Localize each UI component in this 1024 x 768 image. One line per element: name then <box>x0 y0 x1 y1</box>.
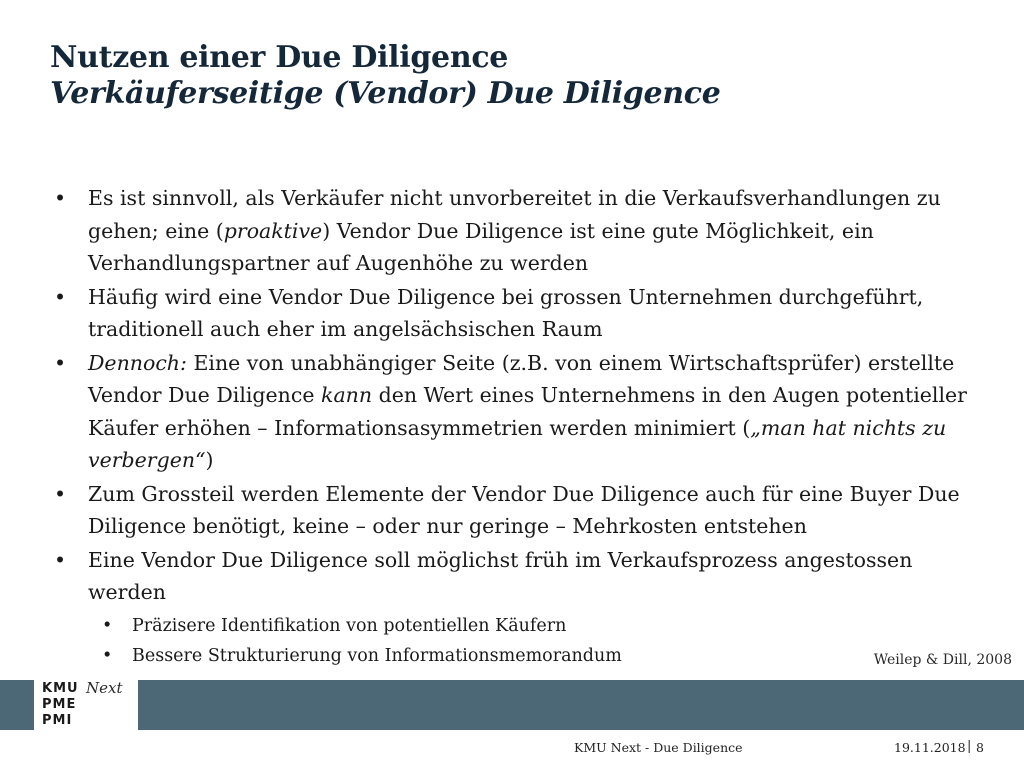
footer-presentation-title: KMU Next - Due Diligence <box>574 740 743 755</box>
sub-bullet-list <box>88 611 980 671</box>
bullet-emphasis: „man hat nichts zu verbergen“ <box>88 415 947 472</box>
bullet-item <box>50 182 980 280</box>
logo-kmu: KMU <box>42 681 79 696</box>
bullet-text: Eine von unabhängiger Seite (z.B. von einem Wirtschaftsprüfer) erstellte Vendor Due Diligence <box>88 350 955 407</box>
logo-next: Next <box>86 679 123 697</box>
logo-pme: PME <box>42 697 77 712</box>
bullet-emphasis: proaktive <box>223 218 323 243</box>
bullet-item <box>50 281 980 346</box>
footer-separator: | <box>967 739 972 754</box>
logo-pmi: PMI <box>42 713 73 728</box>
footer-date: 19.11.2018 <box>894 740 966 755</box>
kmu-next-logo <box>34 680 138 730</box>
footer-band <box>0 680 1024 730</box>
slide-subtitle: Verkäuferseitige (Vendor) Due Diligence <box>50 76 721 111</box>
bullet-item <box>50 347 980 477</box>
slide-title <box>50 40 990 112</box>
bullet-item <box>50 478 980 543</box>
bullet-emphasis: Dennoch: <box>88 350 187 375</box>
source-citation: Weilep & Dill, 2008 <box>873 652 1012 668</box>
bullet-text: Häufig wird eine Vendor Due Diligence bei grossen Unternehmen durchgeführt, traditionell auch eher im angelsächsischen Raum <box>88 284 924 341</box>
slide-title-main: Nutzen einer Due Diligence <box>50 40 509 75</box>
bullet-text: Zum Grossteil werden Elemente der Vendor Due Diligence auch für eine Buyer Due Diligence benötigt, keine – oder nur geringe – Mehrkosten entstehen <box>88 481 960 538</box>
bullet-text: den Wert eines Unternehmens in den Augen potentieller Käufer erhöhen – Informationsasymmetrien werden minimiert ( <box>88 383 967 440</box>
sub-bullet-item: • Bessere Strukturierung von Informationsmemorandum <box>88 641 980 671</box>
bullet-list <box>50 182 980 672</box>
sub-bullet-item: • Präzisere Identifikation von potentiellen Käufern <box>88 611 980 641</box>
bullet-text: ) <box>205 448 214 472</box>
bullet-text: Es ist sinnvoll, als Verkäufer nicht unvorbereitet in die Verkaufsverhandlungen zu gehen; eine ( <box>88 186 941 243</box>
footer-page-number: 8 <box>976 740 984 755</box>
bullet-item <box>50 544 980 671</box>
bullet-text: ) Vendor Due Diligence ist eine gute Möglichkeit, ein Verhandlungspartner auf Augenhöhe zu werden <box>88 218 874 275</box>
bullet-emphasis: kann <box>321 383 373 407</box>
bullet-text: Eine Vendor Due Diligence soll möglichst früh im Verkaufsprozess angestossen werden <box>88 547 913 604</box>
